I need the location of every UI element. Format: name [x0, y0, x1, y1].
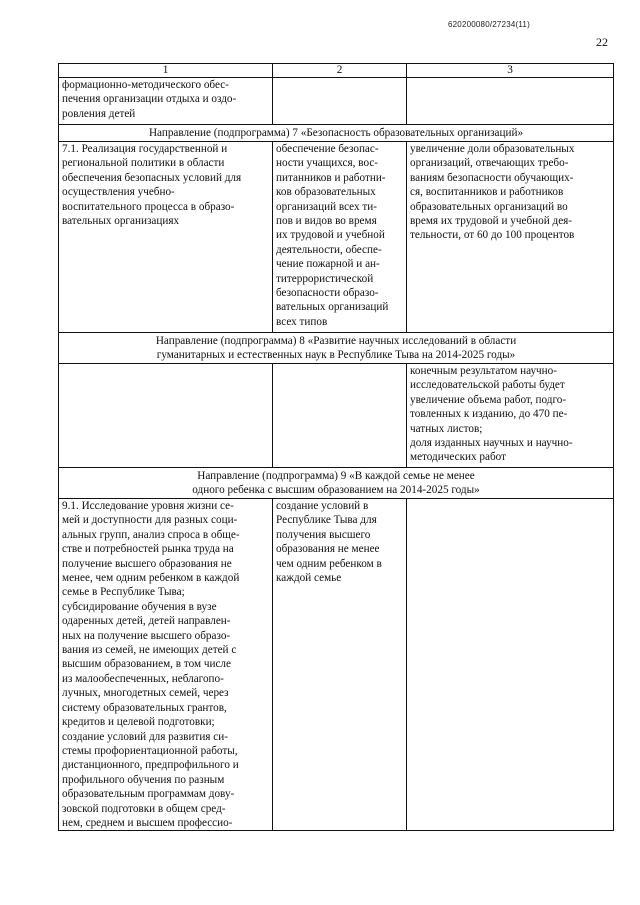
page-number: 22	[596, 35, 608, 49]
text-line: вательных организациях	[62, 215, 180, 228]
cell-8-result	[407, 364, 614, 468]
text-line: пов и видов во время	[276, 215, 377, 228]
text-line: формационно-методического обес-	[62, 79, 229, 91]
text-line: методических работ	[410, 451, 506, 464]
text-line: вательных организаций	[276, 301, 389, 314]
direction-row-7	[59, 125, 614, 142]
text-line: мей и доступности для разных соци-	[62, 514, 238, 527]
text-line: ков образовательных	[276, 186, 376, 199]
text-line: увеличение объема работ, подго-	[410, 393, 567, 406]
text-line: стве и потребностей рынка труда на	[62, 543, 234, 556]
table-row-7-1	[59, 142, 614, 333]
column-number-3: 3	[407, 64, 614, 78]
cell-7-1-content	[273, 142, 407, 333]
text-line: менее, чем одним ребенком в каждой	[62, 572, 240, 585]
text-line: 9.1. Исследование уровня жизни се-	[62, 500, 234, 512]
direction-8-heading	[59, 333, 614, 364]
text-line: ваниям безопасности обучающих-	[410, 171, 574, 184]
text-line: систему образовательных грантов,	[62, 701, 227, 714]
cell-8-content	[273, 364, 407, 468]
table-row-continuation	[59, 78, 614, 125]
text-line: Направление (подпрограмма) 9 «В каждой семье не менее	[197, 470, 475, 482]
text-line: альных групп, анализ спроса в обще-	[62, 528, 240, 541]
text-line: обеспечения безопасных условий для	[62, 171, 242, 184]
text-line: увеличение доли образовательных	[410, 143, 575, 155]
text-line: исследовательской работы будет	[410, 379, 565, 392]
document-number: 620200080/27234(11)	[448, 20, 530, 29]
text-line: воспитательного процесса в образо-	[62, 200, 235, 213]
text-line: кредитов и целевой подготовки;	[62, 716, 215, 729]
text-line: из малообеспеченных, неблагопо-	[62, 672, 224, 685]
text-line: тельности, от 60 до 100 процентов	[410, 229, 575, 242]
text-line: Республике Тыва для	[276, 514, 377, 527]
cell-7-1-measure	[59, 142, 273, 333]
cell-continuation-col1	[59, 78, 273, 125]
column-number-row	[59, 64, 614, 78]
text-line: безопасности образо-	[276, 287, 379, 300]
cell-continuation-col2	[273, 78, 407, 125]
text-line: чем одним ребенком в	[276, 557, 382, 570]
text-line: конечным результатом научно-	[410, 365, 557, 377]
text-line: чение пожарной и ан-	[276, 258, 380, 271]
direction-7-heading	[59, 125, 614, 142]
text-line: получение высшего образования не	[62, 557, 232, 570]
text-line: образовательным программам дову-	[62, 788, 235, 801]
text-line: субсидирование обучения в вузе	[62, 600, 217, 613]
text-line: печения организации отдыха и оздо-	[62, 93, 237, 106]
cell-9-1-measure	[59, 499, 273, 831]
text-line: дистанционного, предпрофильного и	[62, 759, 239, 772]
text-line: одного ребенка с высшим образованием на 2014-2025 годы»	[192, 484, 480, 496]
text-line: организаций, отвечающих требо-	[410, 157, 569, 170]
text-line: титеррористической	[276, 272, 374, 285]
text-line: одаренных детей, детей направлен-	[62, 615, 231, 628]
text-line: зовской подготовки в общем сред-	[62, 802, 226, 815]
text-line: региональной политики в области	[62, 157, 225, 170]
text-line: ровления детей	[62, 107, 136, 120]
text-line: доля изданных научных и научно-	[410, 437, 573, 450]
text-line: ся, воспитанников и работников	[410, 186, 564, 199]
cell-7-1-result	[407, 142, 614, 333]
text-line: чатных листов;	[410, 422, 483, 435]
text-line: профильного обучения по разным	[62, 773, 225, 786]
text-line: создание условий для развития си-	[62, 730, 228, 743]
text-line: лучных, многодетных семей, через	[62, 687, 229, 700]
text-line: стемы профориентационной работы,	[62, 744, 238, 757]
text-line: высшим образованием, в том числе	[62, 658, 231, 671]
text-line: образования не менее	[276, 543, 380, 556]
text-line: Направление (подпрограмма) 7 «Безопасность образовательных организаций»	[148, 127, 524, 139]
table-row-8	[59, 364, 614, 468]
text-line: товленных к изданию, до 470 пе-	[410, 408, 568, 421]
text-line: каждой семье	[276, 572, 342, 585]
cell-9-1-content	[273, 499, 407, 831]
text-line: образовательных организаций во	[410, 200, 568, 213]
text-line: осуществления учебно-	[62, 186, 175, 199]
column-number-2: 2	[273, 64, 407, 78]
text-line: всех типов	[276, 315, 328, 328]
cell-8-measure	[59, 364, 273, 468]
text-line: время их трудовой и учебной дея-	[410, 215, 573, 228]
cell-9-1-result	[407, 499, 614, 831]
text-line: их трудовой и учебной	[276, 229, 385, 242]
table-row-9-1	[59, 499, 614, 831]
text-line: вания из семей, не имеющих детей с	[62, 644, 237, 657]
text-line: организаций всех ти-	[276, 200, 377, 213]
text-line: деятельности, обеспе-	[276, 243, 382, 256]
text-line: 7.1. Реализация государственной и	[62, 143, 228, 155]
text-line: получения высшего	[276, 528, 371, 541]
text-line: Направление (подпрограмма) 8 «Развитие научных исследований в области	[155, 335, 517, 347]
text-line: нем, среднем и высшем профессио-	[62, 816, 233, 829]
text-line: гуманитарных и естественных наук в Республике Тыва на 2014-2025 годы»	[156, 349, 516, 361]
direction-row-9	[59, 468, 614, 499]
cell-continuation-col3	[407, 78, 614, 125]
column-number-1: 1	[59, 64, 273, 78]
text-line: создание условий в	[276, 500, 369, 512]
text-line: ных на получение высшего образо-	[62, 629, 231, 642]
text-line: питанников и работни-	[276, 171, 386, 184]
text-line: обеспечение безопас-	[276, 143, 379, 155]
text-line: семье в Республике Тыва;	[62, 586, 185, 599]
direction-row-8	[59, 333, 614, 364]
text-line: ности учащихся, вос-	[276, 157, 379, 170]
direction-9-heading	[59, 468, 614, 499]
program-table	[58, 63, 614, 831]
